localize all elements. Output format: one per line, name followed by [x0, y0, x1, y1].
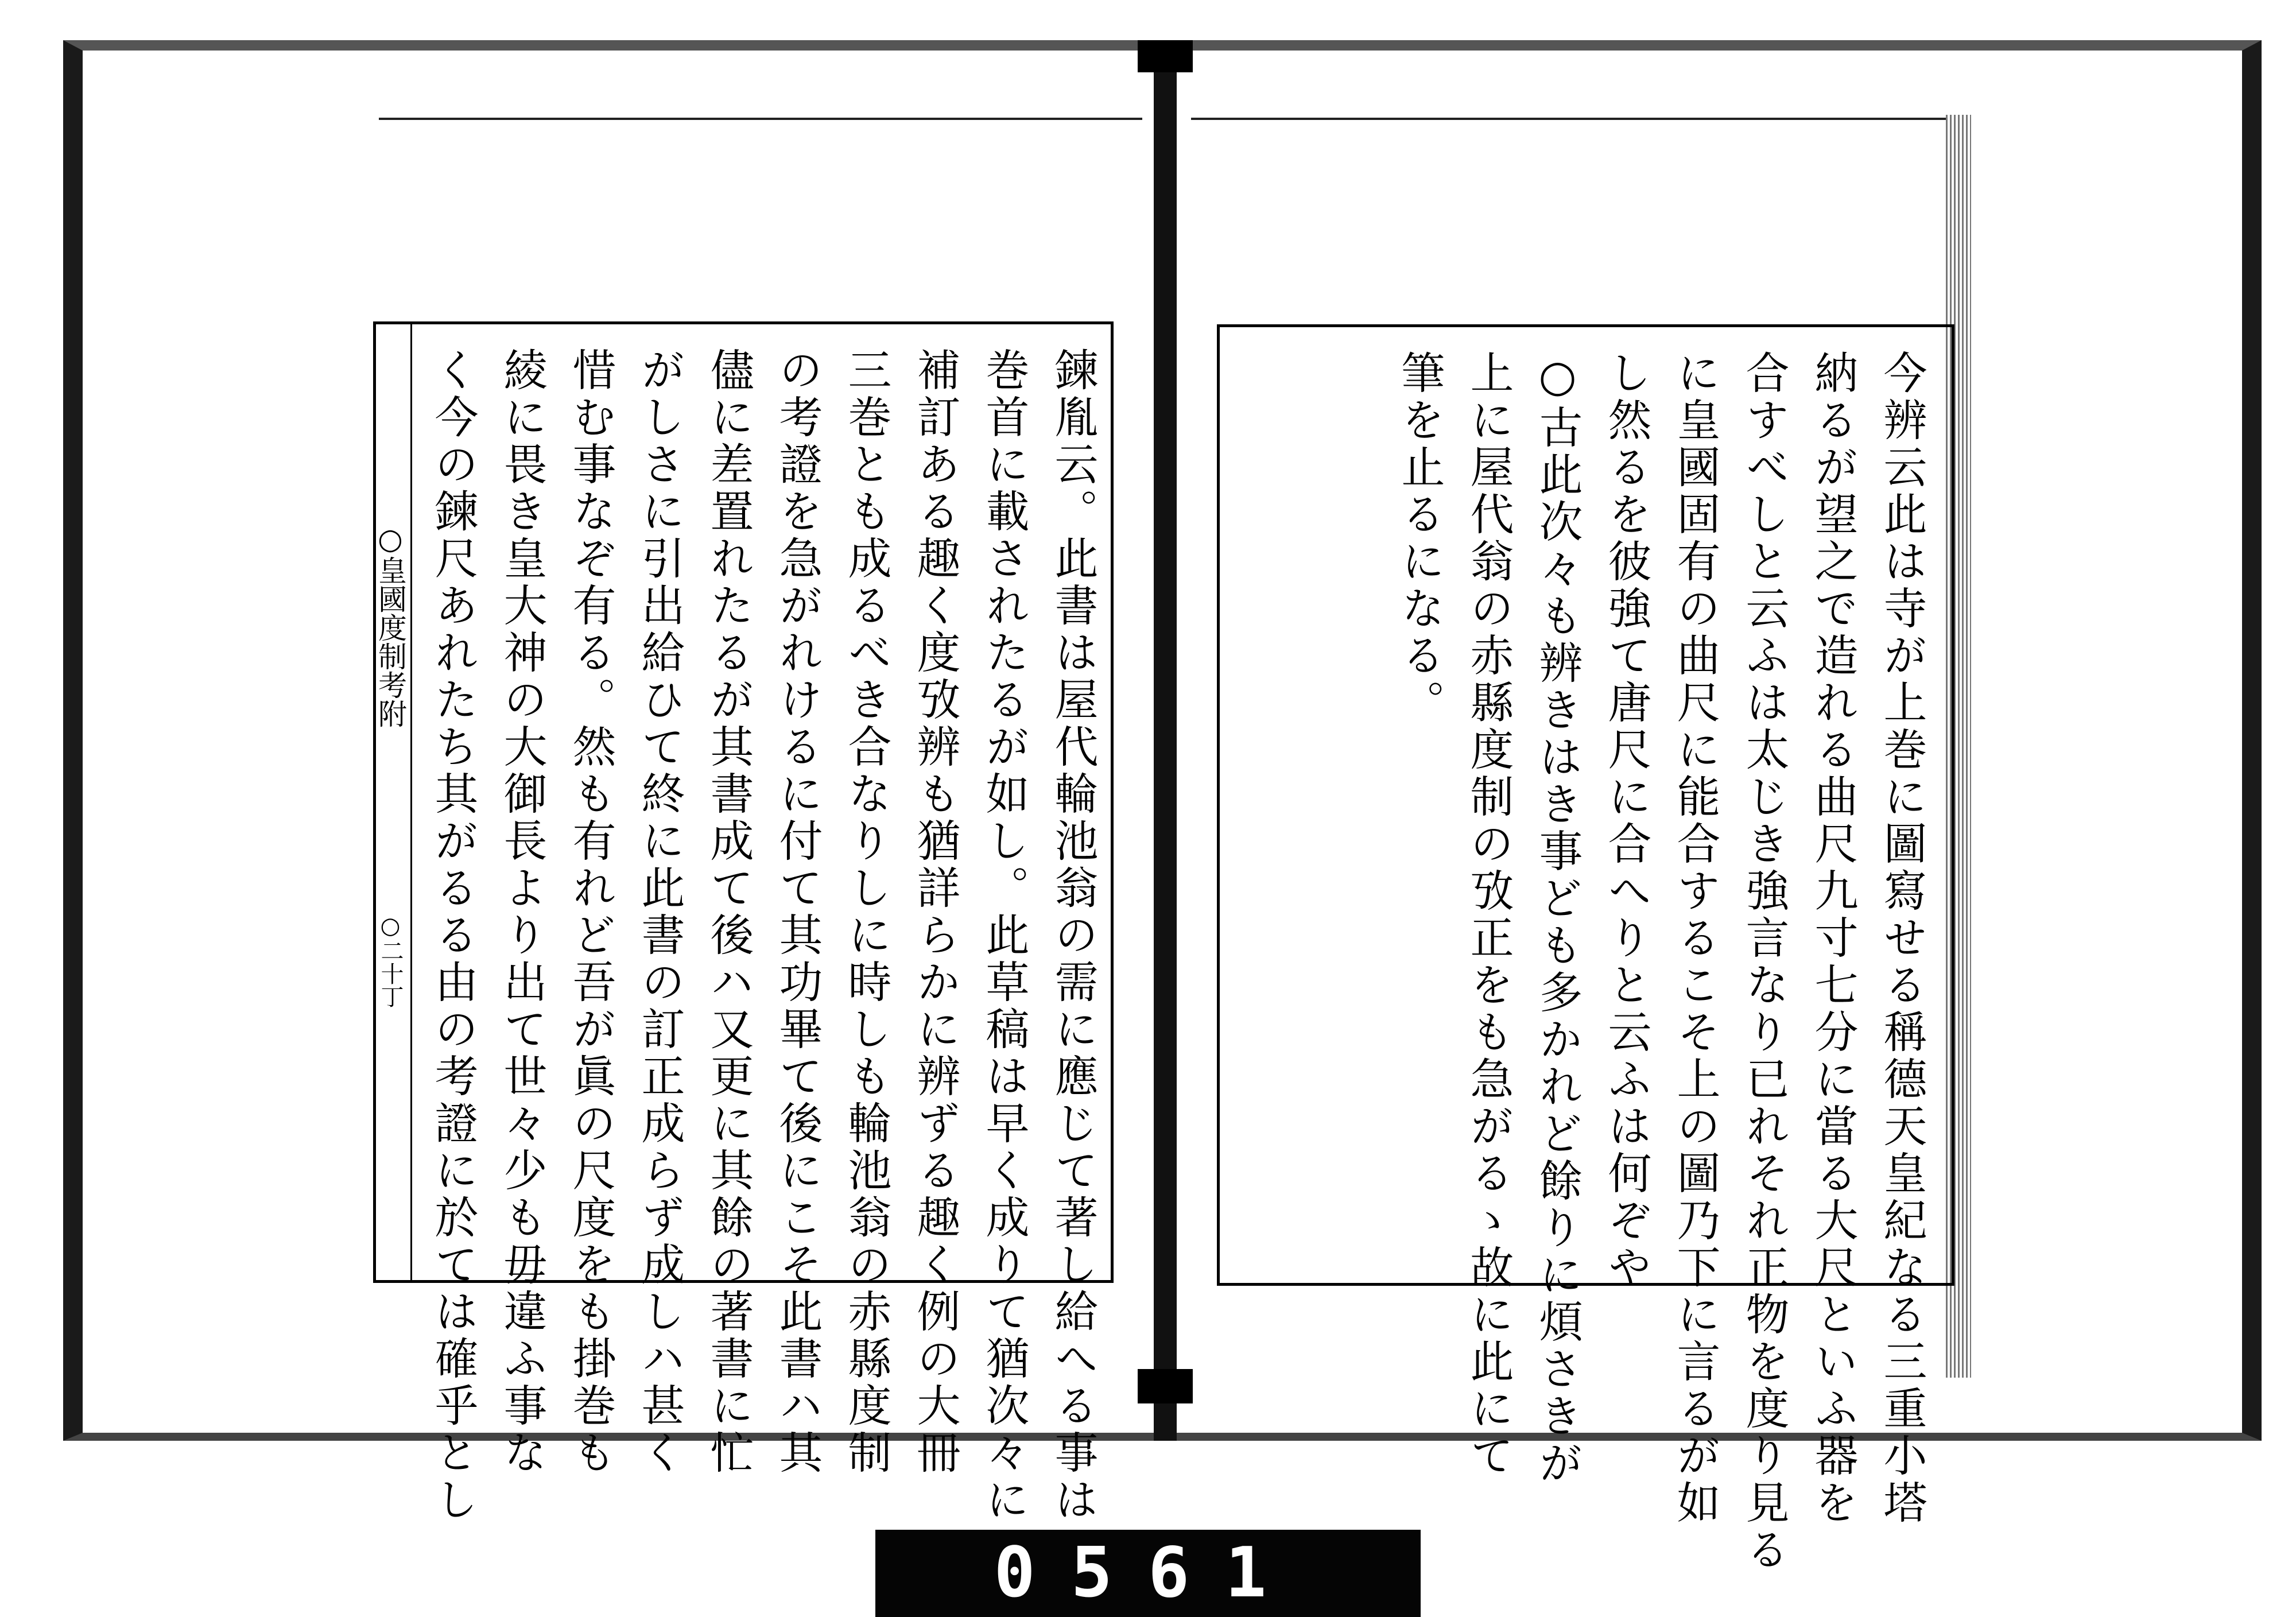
text-column: 綾に畏き皇大神の大御長より出て世々少も毋違ふ事な: [497, 347, 548, 1477]
running-title: ○皇國度制考附: [374, 522, 407, 728]
text-column: 合すべしと云ふは太じき強言なり已れそれ正物を度り見る: [1739, 350, 1790, 1574]
text-column: 三巻とも成るべき合なりしに時しも輪池翁の赤縣度制: [841, 347, 892, 1477]
right-page-top-edge: [1191, 118, 1949, 120]
text-column: ○古此次々も辨きはき事ども多かれど餘りに煩さきが: [1532, 350, 1583, 1487]
text-column: 筆を止るになる。: [1394, 350, 1445, 727]
text-column: 惜む事なぞ有る。然も有れど吾が眞の尺度をも掛巻も: [565, 347, 616, 1477]
left-page-top-edge: [379, 118, 1142, 120]
text-column: 巻首に載されたるが如し。此草稿は早く成りて猶次々に: [979, 347, 1030, 1524]
spine-clip-bottom: [1138, 1369, 1193, 1403]
text-column: 今辨云此は寺が上巻に圖寫せる稱德天皇紀なる三重小塔: [1876, 350, 1927, 1527]
text-column: 補訂ある趣く度攷辨も猶詳らかに辨ずる趣く例の大冊: [910, 347, 961, 1477]
text-column: 納るが望之で造れる曲尺九寸七分に當る大尺といふ器を: [1808, 350, 1859, 1527]
left-page-text-block: [373, 321, 1114, 1524]
text-column: に皇國固有の曲尺に能合するこそ上の圖乃下に言るが如: [1670, 350, 1721, 1527]
right-page-text-block: [1217, 324, 1954, 1574]
archive-number-stamp: 0561: [875, 1530, 1421, 1617]
text-column: く今の鍊尺あれたち其がるる由の考證に於ては確乎とし: [428, 347, 479, 1524]
text-column: 鍊胤云。此書は屋代輪池翁の需に應じて著し給へる事は: [1048, 347, 1099, 1524]
spine-clip-top: [1138, 40, 1193, 72]
text-column: し然るを彼強て唐尺に合へりと云ふは何ぞや: [1601, 350, 1652, 1292]
text-column: 儘に差置れたるが其書成て後ハ又更に其餘の著書に忙: [703, 347, 754, 1477]
text-column: の考證を急がれけるに付て其功畢て後にこそ此書ハ其: [772, 347, 823, 1477]
page-number: ○二十丁: [377, 913, 404, 1008]
text-column: 上に屋代翁の赤縣度制の攷正をも急がるゝ故に此にて: [1463, 350, 1514, 1480]
text-column: がしさに引出給ひて終に此書の訂正成らず成しハ甚く: [634, 347, 685, 1477]
book-spine: [1154, 40, 1177, 1441]
